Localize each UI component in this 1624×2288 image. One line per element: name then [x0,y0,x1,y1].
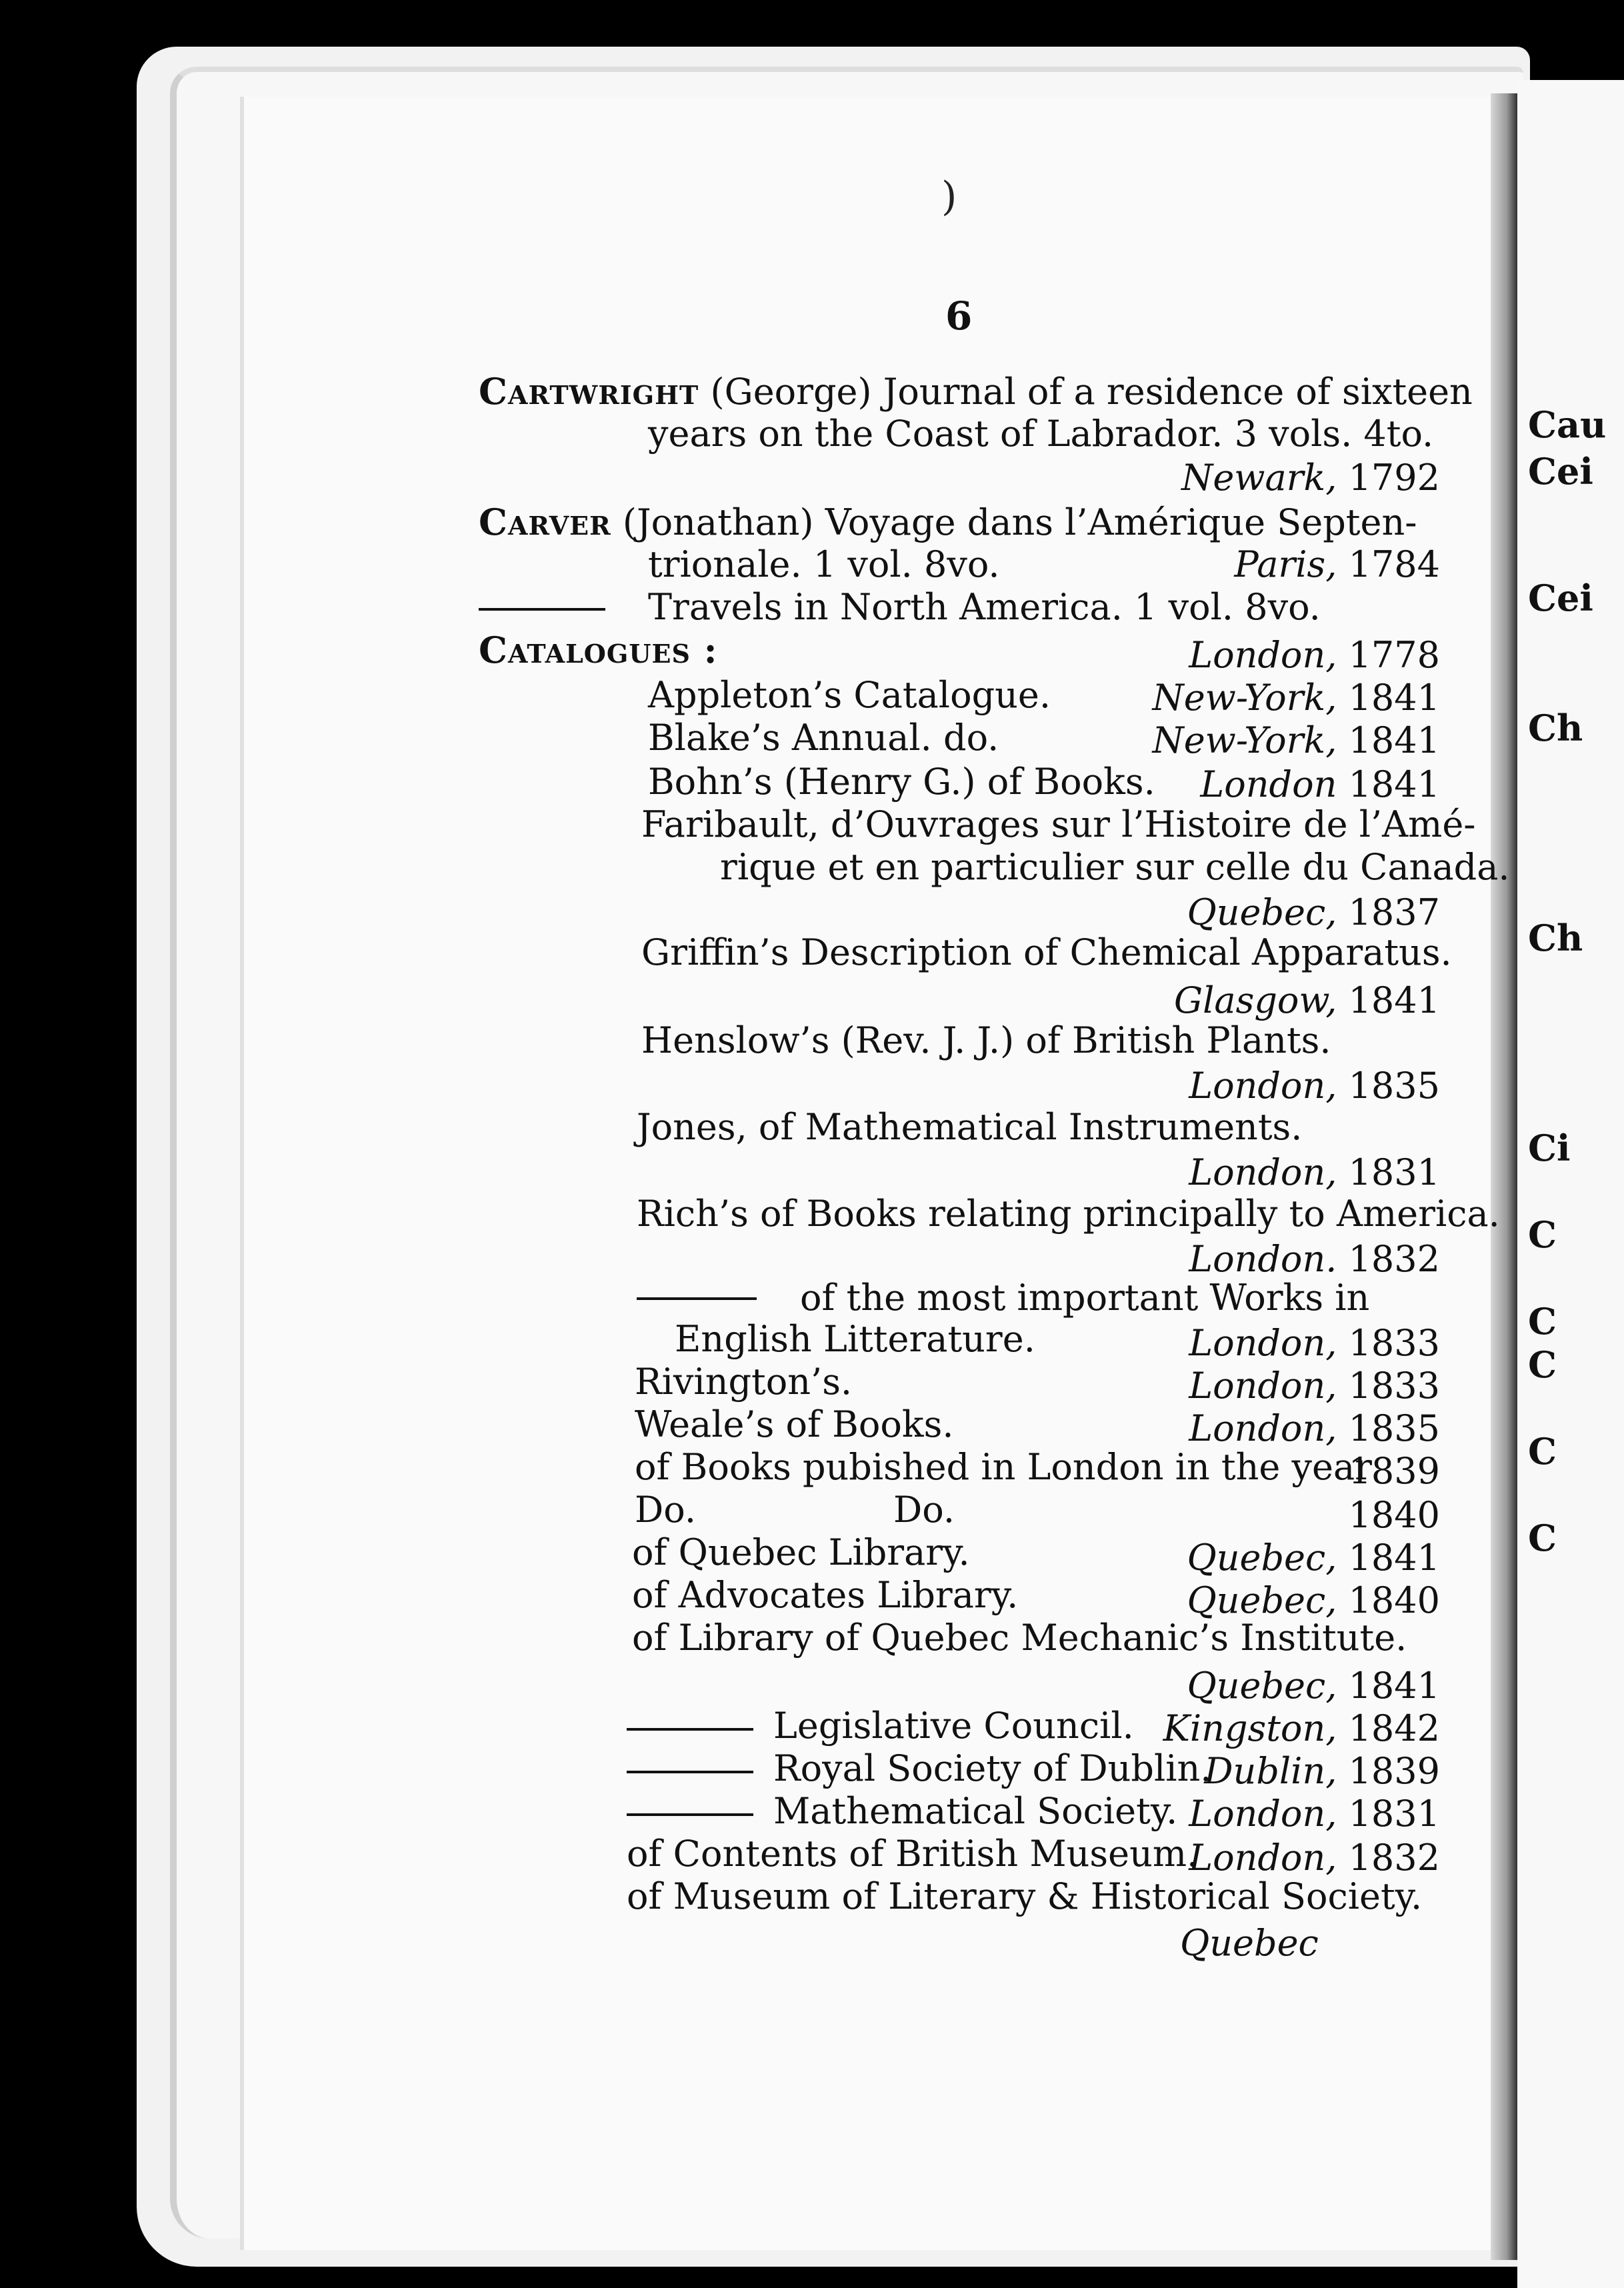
catalogue-imprint [1189,1238,1440,1280]
place: London, [1189,1151,1337,1193]
year: 1839 [1348,1750,1440,1792]
year: 1784 [1348,543,1440,585]
year: 1835 [1348,1407,1440,1449]
year: 1833 [1348,1322,1440,1364]
catalogue-title: Faribault, d’Ouvrages sur l’Histoire de l’Amé- [641,803,1476,845]
ditto-dash [627,1813,753,1816]
catalogue-imprint [1189,1322,1440,1364]
place: London. [1189,1238,1337,1280]
facing-page-fragment: C [1528,1343,1557,1386]
facing-page-fragment: C [1528,1430,1557,1473]
facing-page-fragment: Ch [1528,707,1583,749]
catalogue-title: of Quebec Library. [632,1531,970,1573]
catalogue-imprint [1152,677,1440,719]
book-spine [1491,93,1517,2260]
place: Quebec, [1187,891,1337,933]
catalogue-title: Weale’s of Books. [635,1403,954,1445]
ditto-dash [627,1728,753,1731]
entry-heading: Cartwright [479,370,699,413]
catalogue-imprint [1189,1151,1440,1193]
year: 1841 [1348,763,1440,805]
catalogue-imprint [1189,1407,1440,1449]
catalogue-title: Mathematical Society. [773,1790,1178,1832]
facing-page-fragment: Cei [1528,450,1593,493]
facing-page-fragment: Cei [1528,577,1593,619]
place: London, [1189,634,1337,676]
catalogue-title: of Library of Quebec Mechanic’s Institute. [632,1617,1407,1659]
place: Dublin, [1204,1750,1337,1792]
catalogue-title: Royal Society of Dublin. [773,1747,1212,1789]
catalogue-title: Appleton’s Catalogue. [648,674,1051,716]
facing-page [1517,80,1624,2288]
year: 1842 [1348,1707,1440,1749]
facing-page-fragment: Ch [1528,917,1583,959]
entry-imprint [1181,457,1440,499]
year: 1792 [1348,457,1440,499]
place: Quebec, [1187,1665,1337,1707]
catalogue-imprint [1189,1065,1440,1107]
catalogue-title: Do. [893,1489,955,1531]
catalogue-title: Jones, of Mathematical Instruments. [637,1106,1303,1148]
catalogue-title: of Advocates Library. [632,1574,1019,1616]
year: 1841 [1348,1537,1440,1579]
facing-page-fragment: Ci [1528,1127,1571,1169]
year: 1841 [1348,719,1440,761]
place: Quebec, [1187,1579,1337,1621]
catalogue-title: Rivington’s. [635,1361,853,1403]
year: 1840 [1348,1579,1440,1621]
catalogue-imprint [1187,891,1440,933]
catalogue-imprint [1204,1750,1440,1792]
year: 1841 [1348,1665,1440,1707]
catalogue-imprint [1174,979,1440,1021]
year: 1837 [1348,891,1440,933]
year: 1841 [1348,979,1440,1021]
catalogue-title: Griffin’s Description of Chemical Apparatus. [641,931,1452,973]
catalogue-title: Henslow’s (Rev. J. J.) of British Plants. [641,1019,1331,1061]
catalogue-imprint [1189,1837,1440,1879]
page-number: 6 [945,293,973,339]
year: 1841 [1348,677,1440,719]
catalogue-title: rique et en particulier sur celle du Canada. [720,846,1510,888]
place: Paris, [1234,543,1337,585]
catalogue-title: Legislative Council. [773,1705,1134,1747]
catalogue-imprint [1187,1579,1440,1621]
catalogue-title: Rich’s of Books relating principally to America. [637,1193,1500,1235]
catalogue-title: of Contents of British Museum. [627,1833,1199,1875]
page-mark: ) [941,173,957,220]
place: London, [1189,1793,1337,1835]
place: London, [1189,1322,1337,1364]
place: New-York, [1152,719,1337,761]
entry-imprint [1189,634,1440,676]
catalogue-title: Bohn’s (Henry G.) of Books. [648,761,1155,803]
place: Kingston, [1163,1707,1337,1749]
catalogue-year: 1839 [1348,1450,1440,1492]
catalogue-year: 1840 [1348,1494,1440,1536]
place: London, [1189,1365,1337,1407]
place: London, [1189,1065,1337,1107]
entry-text: Travels in North America. 1 vol. 8vo. [648,586,1321,628]
place: London, [1189,1837,1337,1879]
year: 1832 [1348,1837,1440,1879]
ditto-dash [479,608,605,611]
year: 1835 [1348,1065,1440,1107]
entry-text: trionale. 1 vol. 8vo. [648,543,1000,585]
place: Glasgow, [1174,979,1337,1021]
catalogue-title: Do. [635,1489,697,1531]
year: 1832 [1348,1238,1440,1280]
entry-heading: Catalogues : [479,629,718,671]
entry-text: (George) Journal of a residence of sixteen [710,371,1473,413]
year: 1831 [1348,1151,1440,1193]
catalogue-imprint [1200,763,1440,805]
entry-imprint [1234,543,1440,585]
facing-page-fragment: C [1528,1517,1557,1559]
year: 1831 [1348,1793,1440,1835]
place: London [1200,763,1337,805]
catalogue-imprint [1189,1365,1440,1407]
entry-carver-line1 [479,501,1417,543]
catalogue-imprint [1152,719,1440,761]
entry-cartwright-line1 [479,370,1473,413]
facing-page-fragment: Cau [1528,403,1607,446]
place: London, [1189,1407,1337,1449]
catalogue-imprint [1189,1793,1440,1835]
catalogue-title: Blake’s Annual. do. [648,717,999,759]
catalogue-title: of Books pubished in London in the year [635,1446,1372,1488]
facing-page-fragment: C [1528,1300,1557,1343]
ditto-dash [627,1771,753,1773]
ditto-dash [637,1297,757,1300]
place: Quebec, [1187,1537,1337,1579]
catalogue-title: of Museum of Literary & Historical Society. [627,1875,1423,1917]
catalogue-imprint [1163,1707,1440,1749]
catalogue-title: of the most important Works in [800,1277,1370,1319]
catalogue-place: Quebec [1180,1922,1319,1964]
year: 1778 [1348,634,1440,676]
year: 1833 [1348,1365,1440,1407]
catalogue-title: English Litterature. [675,1318,1035,1360]
facing-page-fragment: C [1528,1213,1557,1256]
catalogue-imprint [1187,1665,1440,1707]
entry-heading: Carver [479,501,611,543]
place: Newark, [1181,457,1337,499]
entry-text: (Jonathan) Voyage dans l’Amérique Septen- [622,501,1417,543]
place: New-York, [1152,677,1337,719]
entry-text: years on the Coast of Labrador. 3 vols. 4to. [648,413,1434,455]
catalogue-imprint [1187,1537,1440,1579]
